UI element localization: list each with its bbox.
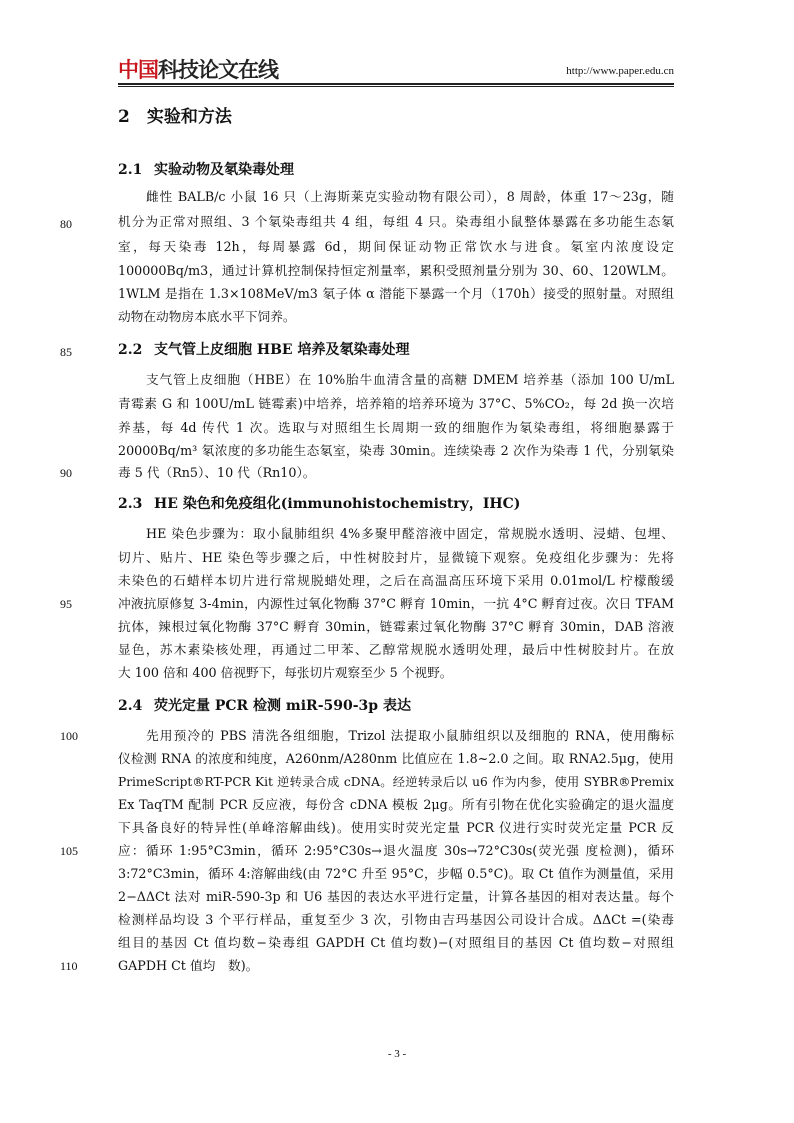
header-rule bbox=[118, 83, 674, 85]
paragraph-line: 2−ΔΔCt 法对 miR-590-3p 和 U6 基因的表达水平进行定量，计算各基因的相对表达量。每个 bbox=[118, 889, 674, 904]
paragraph-line: 1WLM 是指在 1.3×108MeV/m3 氡子体 α 潜能下暴露一个月（170h）接受的照射量。对照组 bbox=[118, 286, 674, 301]
paragraph-line: 冲液抗原修复 3-4min，内源性过氧化物酶 37°C 孵育 10min，一抗 4°C 孵育过夜。次日 TFAM bbox=[118, 596, 674, 611]
paragraph-line: 应：循环 1:95°C3min，循环 2:95°C30s→退火温度 30s→72°C30s(荧光强 度检测)，循环 bbox=[118, 843, 674, 858]
page-number: - 3 - bbox=[387, 1048, 407, 1060]
paragraph-line: 抗体，辣根过氧化物酶 37°C 孵育 30min，链霉素过氧化物酶 37°C 孵育 30min，DAB 溶液 bbox=[118, 619, 674, 634]
paragraph-line: 检测样品均设 3 个平行样品，重复至少 3 次，引物由吉玛基因公司设计合成。ΔΔCt =(染毒 bbox=[118, 912, 674, 927]
paragraph-line: 未染色的石蜡样本切片进行常规脱蜡处理，之后在高温高压环境下采用 0.01mol/L 柠檬酸缓 bbox=[118, 573, 674, 588]
line-number: 100 bbox=[60, 729, 78, 743]
paragraph-line: Ex TaqTM 配制 PCR 反应液，每份含 cDNA 模板 2μg。所有引物在优化实验确定的退火温度 bbox=[118, 797, 674, 812]
paragraph-line: 下具备良好的特异性(单峰溶解曲线)。使用实时荧光定量 PCR 仪进行实时荧光定量 PCR 反 bbox=[118, 820, 674, 835]
paragraph-line: 动物在动物房本底水平下饲养。 bbox=[118, 309, 296, 324]
paragraph-line: 20000Bq/m³ 氡浓度的多功能生态氡室，染毒 30min。连续染毒 2 次作为染毒 1 代，分别氡染 bbox=[118, 443, 674, 458]
subsection-heading: 2.4 荧光定量 PCR 检测 miR-590-3p 表达 bbox=[118, 698, 411, 714]
line-number: 80 bbox=[60, 217, 72, 231]
site-logo: 中国科技论文在线 bbox=[118, 58, 278, 82]
line-number: 105 bbox=[60, 844, 78, 858]
paragraph-line: 支气管上皮细胞（HBE）在 10%胎牛血清含量的高糖 DMEM 培养基（添加 100 U/mL bbox=[146, 372, 674, 387]
line-number: 95 bbox=[60, 597, 72, 611]
subsection-heading: 2.1 实验动物及氡染毒处理 bbox=[118, 162, 294, 178]
paragraph-line: 仪检测 RNA 的浓度和纯度，A260nm/A280nm 比值应在 1.8~2.0 之间。取 RNA2.5μg，使用 bbox=[118, 751, 674, 766]
paragraph-line: 先用预冷的 PBS 清洗各组细胞，Trizol 法提取小鼠肺组织以及细胞的 RNA，使用酶标 bbox=[146, 728, 674, 743]
line-number: 110 bbox=[60, 959, 78, 973]
subsection-heading: 2.3 HE 染色和免疫组化(immunohistochemistry，IHC) bbox=[118, 496, 521, 512]
paragraph-line: 养基，每 4d 传代 1 次。选取与对照组生长周期一致的细胞作为氡染毒组，将细胞暴露于 bbox=[118, 420, 674, 435]
paragraph-line: 3:72°C3min，循环 4:溶解曲线(由 72°C 升至 95°C，步幅 0.5°C)。取 Ct 值作为测量值，采用 bbox=[118, 866, 674, 881]
line-number: 90 bbox=[60, 466, 72, 480]
paragraph-line: 室，每天染毒 12h，每周暴露 6d，期间保证动物正常饮水与进食。氡室内浓度设定 bbox=[118, 239, 674, 254]
section-title: 2 实验和方法 bbox=[118, 107, 232, 127]
paragraph-line: GAPDH Ct 值均 数)。 bbox=[118, 958, 259, 973]
paragraph-line: HE 染色步骤为：取小鼠肺组织 4%多聚甲醛溶液中固定，常规脱水透明、浸蜡、包埋、 bbox=[146, 526, 674, 541]
paragraph-line: PrimeScript®RT-PCR Kit 逆转录合成 cDNA。经逆转录后以 u6 作为内参，使用 SYBR®Premix bbox=[118, 775, 674, 789]
paragraph-line: 100000Bq/m3，通过计算机控制保持恒定剂量率，累积受照剂量分别为 30、60、120WLM。 bbox=[118, 263, 674, 278]
paragraph-line: 组目的基因 Ct 值均数−染毒组 GAPDH Ct 值均数)−(对照组目的基因 Ct 值均数−对照组 bbox=[118, 935, 674, 950]
paragraph-line: 雌性 BALB/c 小鼠 16 只（上海斯莱克实验动物有限公司），8 周龄，体重 17～23g，随 bbox=[146, 189, 674, 204]
line-number: 85 bbox=[60, 345, 72, 359]
paragraph-line: 大 100 倍和 400 倍视野下，每张切片观察至少 5 个视野。 bbox=[118, 665, 453, 680]
paragraph-line: 显色，苏木素染核处理，再通过二甲苯、乙醇常规脱水透明处理，最后中性树胶封片。在放 bbox=[118, 642, 674, 657]
paragraph-line: 青霉素 G 和 100U/mL 链霉素)中培养，培养箱的培养环境为 37°C、5%CO₂，每 2d 换一次培 bbox=[118, 396, 674, 411]
paragraph-line: 切片、贴片、HE 染色等步骤之后，中性树胶封片，显微镜下观察。免疫组化步骤为：先将 bbox=[118, 550, 674, 565]
paragraph-line: 毒 5 代（Rn5）、10 代（Rn10）。 bbox=[118, 465, 316, 480]
paragraph-line: 机分为正常对照组、3 个氡染毒组共 4 组，每组 4 只。染毒组小鼠整体暴露在多功能生态氡 bbox=[118, 214, 674, 229]
header-rule-thin bbox=[118, 86, 674, 87]
subsection-heading: 2.2 支气管上皮细胞 HBE 培养及氡染毒处理 bbox=[118, 342, 410, 358]
page-header bbox=[118, 58, 674, 82]
header-url: http://www.paper.edu.cn bbox=[566, 65, 674, 77]
